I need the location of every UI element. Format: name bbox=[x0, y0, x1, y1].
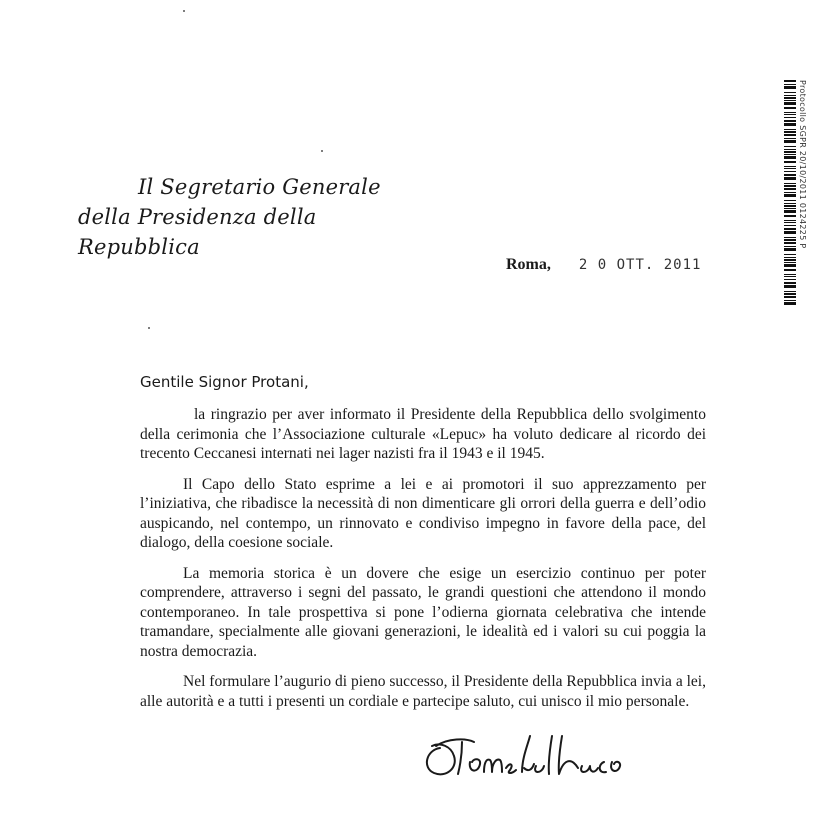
scan-speck bbox=[183, 10, 185, 12]
barcode-bar bbox=[784, 203, 796, 204]
barcode-bar bbox=[784, 185, 796, 187]
barcode-bar bbox=[784, 205, 796, 207]
barcode-bar bbox=[784, 254, 796, 255]
barcode-bar bbox=[784, 166, 796, 167]
paragraph: la ringrazio per aver informato il Presidente della Repubblica dello svolgimento della cerimonia che l’Associazione culturale «Lepuc» ha voluto dedicare al ricordo dei trecento Ceccanesi internati nei lager nazisti fra il 1943 e il 1945. bbox=[140, 406, 706, 462]
barcode-bar bbox=[784, 192, 796, 193]
barcode-bar bbox=[784, 285, 796, 288]
barcode-bar bbox=[784, 151, 796, 153]
barcode-bar bbox=[784, 215, 796, 217]
barcode-bar bbox=[784, 102, 796, 105]
barcode-bar bbox=[784, 228, 796, 230]
barcode-bar bbox=[784, 259, 796, 261]
barcode-bar bbox=[784, 84, 796, 85]
barcode-bar bbox=[784, 97, 796, 99]
protocol-stamp bbox=[784, 80, 820, 310]
barcode-bar bbox=[784, 168, 796, 169]
barcode-bar bbox=[784, 237, 796, 238]
barcode-bar bbox=[784, 140, 796, 143]
barcode-bar bbox=[784, 177, 796, 180]
barcode-bar bbox=[784, 257, 796, 258]
paragraph: Nel formulare l’augurio di pieno successo, il Presidente della Repubblica invia a lei, alle autorità e a tutti i presenti un cordiale e partecipe saluto, cui unisco il mio personale. bbox=[140, 673, 706, 710]
dateline bbox=[506, 256, 701, 274]
barcode-bar bbox=[784, 274, 796, 275]
barcode-bar bbox=[784, 293, 796, 295]
barcode-bar bbox=[784, 282, 796, 284]
barcode-bar bbox=[784, 92, 796, 93]
barcode-bar bbox=[784, 129, 796, 130]
letterhead-line-1: Il Segretario Generale bbox=[138, 175, 381, 199]
barcode-bar bbox=[784, 134, 796, 136]
paragraph: La memoria storica è un dovere che esige un esercizio continuo per poter comprendere, attraverso i segni del passato, le grandi questioni che attendono il mondo contemporaneo. In tale prospettiva si pone l’odierna giornata celebrativa che intende tramandare, specialmente alle giovani generazioni, le idealità ed i valori su cui poggia la nostra democrazia. bbox=[140, 564, 706, 660]
barcode-bar bbox=[784, 296, 796, 298]
barcode-bar bbox=[784, 131, 796, 133]
barcode-bar bbox=[784, 80, 796, 82]
barcode-bar bbox=[784, 123, 796, 126]
barcode-bar bbox=[784, 183, 796, 184]
barcode-icon bbox=[784, 80, 797, 310]
barcode-bar bbox=[784, 210, 796, 213]
barcode-bar bbox=[784, 208, 796, 209]
barcode-bar bbox=[784, 146, 796, 147]
barcode-bar bbox=[784, 100, 796, 101]
barcode-bar bbox=[784, 269, 796, 271]
dateline-place: Roma, bbox=[506, 256, 551, 273]
barcode-bar bbox=[784, 171, 796, 172]
salutation: Gentile Signor Protani, bbox=[140, 373, 309, 391]
scan-speck bbox=[148, 327, 150, 329]
barcode-bar bbox=[784, 264, 796, 267]
barcode-bar bbox=[784, 154, 796, 155]
barcode-bar bbox=[784, 225, 796, 226]
barcode-bar bbox=[784, 112, 796, 113]
barcode-bar bbox=[784, 120, 796, 122]
barcode-bar bbox=[784, 194, 796, 197]
protocol-stamp-text: Protocollo SGPR 20/10/2011 0124225 P bbox=[798, 80, 807, 249]
barcode-bar bbox=[784, 222, 796, 223]
barcode-bar bbox=[784, 248, 796, 251]
barcode-bar bbox=[784, 138, 796, 139]
barcode-bar bbox=[784, 86, 796, 89]
letterhead bbox=[78, 172, 408, 262]
barcode-bar bbox=[784, 246, 796, 247]
letter-body bbox=[140, 405, 706, 722]
date-stamp: 2 0 OTT. 2011 bbox=[578, 257, 702, 273]
barcode-bar bbox=[784, 174, 796, 176]
barcode-bar bbox=[784, 239, 796, 241]
barcode-bar bbox=[784, 276, 796, 277]
barcode-bar bbox=[784, 200, 796, 201]
barcode-bar bbox=[784, 149, 796, 150]
barcode-bar bbox=[784, 188, 796, 190]
barcode-bar bbox=[784, 231, 796, 234]
barcode-bar bbox=[784, 114, 796, 115]
handwritten-signature-icon bbox=[418, 728, 628, 780]
barcode-bar bbox=[784, 161, 796, 163]
barcode-bar bbox=[784, 302, 796, 305]
barcode-bar bbox=[784, 242, 796, 244]
barcode-bar bbox=[784, 107, 796, 109]
barcode-bar bbox=[784, 220, 796, 221]
scan-speck bbox=[321, 150, 323, 152]
paragraph: Il Capo dello Stato esprime a lei e ai promotori il suo apprezzamento per l’iniziativa, che ribadisce la necessità di non dimenticare gli orrori della guerra e dell’odio auspicando, nel contempo, un rinnovato e condiviso impegno in favore della pace, del dialogo, della coesione sociale. bbox=[140, 475, 706, 551]
barcode-bar bbox=[784, 279, 796, 280]
barcode-bar bbox=[784, 117, 796, 118]
barcode-bar bbox=[784, 156, 796, 159]
letterhead-line-2: della Presidenza della Repubblica bbox=[78, 205, 317, 259]
barcode-bar bbox=[784, 300, 796, 301]
barcode-bar bbox=[784, 262, 796, 263]
barcode-bar bbox=[784, 291, 796, 292]
barcode-bar bbox=[784, 95, 796, 96]
